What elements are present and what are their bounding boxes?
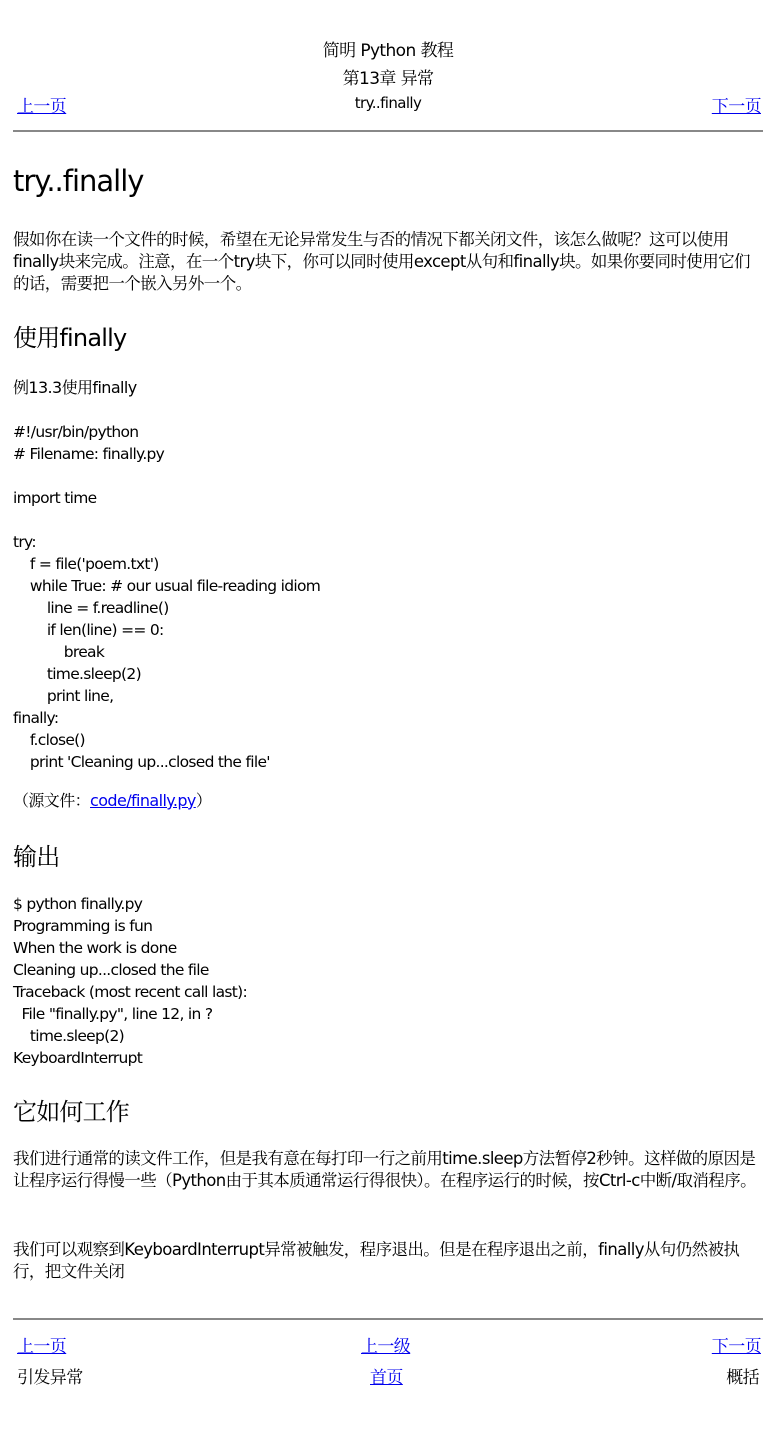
output-heading: 输出 [13, 843, 60, 871]
how-paragraph-2: 我们可以观察到KeyboardInterrupt异常被触发，程序退出。但是在程序退出之前，finally从句仍然被执行，把文件关闭 [13, 1240, 740, 1281]
source-prefix: （源文件： [13, 791, 91, 810]
source-file-line [13, 788, 211, 811]
chapter-title: 第13章 异常 [342, 69, 434, 89]
header-prev-link[interactable]: 上一页 [17, 97, 67, 117]
header-next-link[interactable]: 下一页 [711, 97, 761, 117]
header-divider [13, 130, 763, 132]
output-listing: $ python finally.py Programming is fun When the work is done Cleaning up...closed the file Traceback (most recent call last): File "finally.py", line 12, in ? time.sleep(2) KeyboardInterrupt [13, 895, 248, 1067]
source-suffix: ） [195, 791, 212, 810]
example-caption: 例13.3使用finally [13, 378, 137, 397]
intro-paragraph: 假如你在读一个文件的时候，希望在无论异常发生与否的情况下都关闭文件，该怎么做呢？这可以使用finally块来完成。注意，在一个try块下，你可以同时使用except从句和finally块。如果你要同时使用它们的话，需要把一个嵌入另外一个。 [13, 230, 750, 293]
source-file-link[interactable]: code/finally.py [90, 791, 196, 810]
header-nav [13, 34, 763, 120]
section-name: try..finally [354, 94, 422, 112]
page-title: try..finally [13, 164, 144, 198]
footer-divider [13, 1318, 763, 1320]
footer-home-link[interactable]: 首页 [370, 1368, 403, 1388]
book-title: 简明 Python 教程 [322, 41, 454, 61]
footer-prev-title: 引发异常 [17, 1368, 83, 1388]
how-it-works-heading: 它如何工作 [13, 1098, 129, 1126]
footer-next-link[interactable]: 下一页 [711, 1337, 761, 1357]
footer-prev-link[interactable]: 上一页 [17, 1337, 67, 1357]
footer-up-link[interactable]: 上一级 [361, 1337, 411, 1357]
using-finally-heading: 使用finally [13, 324, 127, 352]
code-listing: #!/usr/bin/python # Filename: finally.py import time try: f = file('poem.txt') while True: # our usual file-reading idiom line = f.readline() if len(line) == 0: break time.sleep(2) print line, finally: f.close() print 'Cleaning up...closed the file' [13, 423, 321, 771]
how-paragraph-1: 我们进行通常的读文件工作，但是我有意在每打印一行之前用time.sleep方法暂停2秒钟。这样做的原因是让程序运行得慢一些（Python由于其本质通常运行得很快）。在程序运行的时候，按Ctrl-c中断/取消程序。 [13, 1149, 756, 1190]
footer-next-title: 概括 [726, 1368, 759, 1388]
